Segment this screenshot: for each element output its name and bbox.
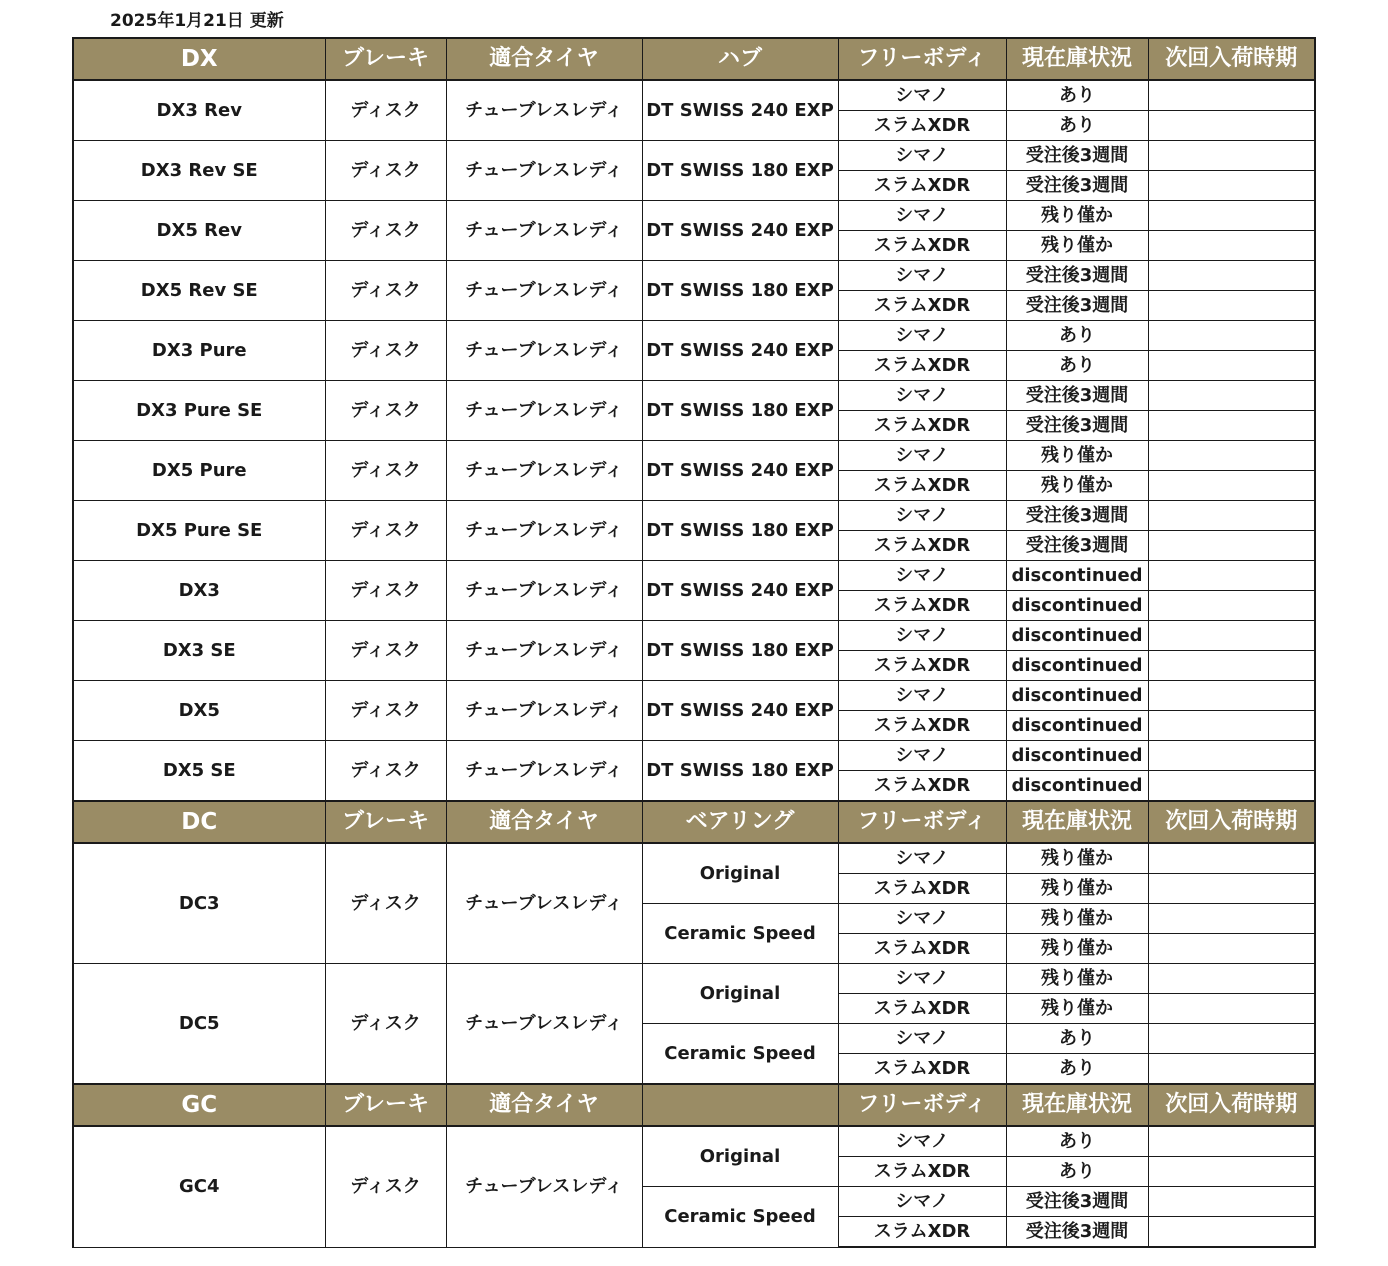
brake-type: ディスク: [325, 741, 446, 802]
next-arrival: [1148, 741, 1315, 771]
tire-type: チューブレスレディ: [446, 201, 642, 261]
brake-type: ディスク: [325, 561, 446, 621]
stock-status: 受注後3週間: [1006, 261, 1148, 291]
stock-status: あり: [1006, 111, 1148, 141]
freebody-type: スラムXDR: [838, 351, 1006, 381]
next-arrival: [1148, 1024, 1315, 1054]
freebody-type: シマノ: [838, 321, 1006, 351]
brake-type: ディスク: [325, 80, 446, 141]
table-row: [73, 201, 1315, 231]
freebody-type: スラムXDR: [838, 994, 1006, 1024]
bearing-header: ベアリング: [642, 801, 838, 843]
freebody-type: シマノ: [838, 201, 1006, 231]
hub-model: DT SWISS 180 EXP: [642, 141, 838, 201]
model-name: DC3: [73, 843, 325, 964]
series-name-header: DX: [73, 38, 325, 80]
freebody-type: シマノ: [838, 501, 1006, 531]
next-arrival: [1148, 621, 1315, 651]
tire-type: チューブレスレディ: [446, 321, 642, 381]
tire-header: 適合タイヤ: [446, 801, 642, 843]
next-arrival: [1148, 501, 1315, 531]
next-arrival: [1148, 411, 1315, 441]
wheel-stock-table: [72, 37, 1316, 1248]
freebody-header: フリーボディ: [838, 1084, 1006, 1126]
stock-header: 現在庫状況: [1006, 38, 1148, 80]
next-arrival: [1148, 351, 1315, 381]
stock-status: 受注後3週間: [1006, 501, 1148, 531]
brake-type: ディスク: [325, 141, 446, 201]
table-row: [73, 441, 1315, 471]
next-arrival: [1148, 771, 1315, 802]
freebody-type: スラムXDR: [838, 874, 1006, 904]
freebody-type: シマノ: [838, 80, 1006, 111]
next-arrival: [1148, 561, 1315, 591]
stock-status: 残り僅か: [1006, 843, 1148, 874]
stock-status: 受注後3週間: [1006, 171, 1148, 201]
bearing-type: Original: [642, 964, 838, 1024]
model-name: DX3 Rev: [73, 80, 325, 141]
freebody-type: スラムXDR: [838, 471, 1006, 501]
hub-model: DT SWISS 240 EXP: [642, 80, 838, 141]
next-arrival: [1148, 111, 1315, 141]
stock-status: discontinued: [1006, 711, 1148, 741]
table-row: [73, 1126, 1315, 1157]
freebody-type: スラムXDR: [838, 934, 1006, 964]
hub-model: DT SWISS 180 EXP: [642, 381, 838, 441]
model-name: DX3: [73, 561, 325, 621]
model-name: DX5 Pure SE: [73, 501, 325, 561]
hub-model: DT SWISS 240 EXP: [642, 201, 838, 261]
next-arrival: [1148, 171, 1315, 201]
stock-status: あり: [1006, 1126, 1148, 1157]
bearing-type: Original: [642, 843, 838, 904]
model-name: DX3 Pure: [73, 321, 325, 381]
hub-model: DT SWISS 180 EXP: [642, 741, 838, 802]
model-name: DX3 Pure SE: [73, 381, 325, 441]
freebody-header: フリーボディ: [838, 38, 1006, 80]
tire-type: チューブレスレディ: [446, 261, 642, 321]
stock-status: 残り僅か: [1006, 201, 1148, 231]
hub-model: DT SWISS 240 EXP: [642, 681, 838, 741]
series-name-header: DC: [73, 801, 325, 843]
freebody-type: シマノ: [838, 381, 1006, 411]
next-arrival: [1148, 874, 1315, 904]
freebody-type: スラムXDR: [838, 171, 1006, 201]
brake-type: ディスク: [325, 843, 446, 964]
next-arrival: [1148, 531, 1315, 561]
next-arrival: [1148, 1054, 1315, 1085]
tire-type: チューブレスレディ: [446, 964, 642, 1085]
stock-status: 残り僅か: [1006, 874, 1148, 904]
tire-type: チューブレスレディ: [446, 141, 642, 201]
next-arrival: [1148, 231, 1315, 261]
next-arrival: [1148, 681, 1315, 711]
stock-status: discontinued: [1006, 771, 1148, 802]
stock-status: あり: [1006, 1157, 1148, 1187]
freebody-type: スラムXDR: [838, 531, 1006, 561]
freebody-type: スラムXDR: [838, 771, 1006, 802]
hub-model: DT SWISS 180 EXP: [642, 501, 838, 561]
model-name: DX3 Rev SE: [73, 141, 325, 201]
freebody-type: シマノ: [838, 561, 1006, 591]
next-arrival: [1148, 1157, 1315, 1187]
stock-status: discontinued: [1006, 561, 1148, 591]
freebody-type: シマノ: [838, 621, 1006, 651]
next-arrival: [1148, 934, 1315, 964]
next-arrival: [1148, 994, 1315, 1024]
next-arrival: [1148, 321, 1315, 351]
table-row: [73, 261, 1315, 291]
stock-header: 現在庫状況: [1006, 801, 1148, 843]
hub-model: DT SWISS 180 EXP: [642, 261, 838, 321]
stock-status: 受注後3週間: [1006, 411, 1148, 441]
tire-type: チューブレスレディ: [446, 501, 642, 561]
stock-header: 現在庫状況: [1006, 1084, 1148, 1126]
tire-type: チューブレスレディ: [446, 621, 642, 681]
brake-type: ディスク: [325, 1126, 446, 1247]
freebody-type: シマノ: [838, 843, 1006, 874]
freebody-type: スラムXDR: [838, 711, 1006, 741]
hub-model: DT SWISS 180 EXP: [642, 621, 838, 681]
freebody-type: スラムXDR: [838, 411, 1006, 441]
model-name: DX5 Rev: [73, 201, 325, 261]
freebody-type: スラムXDR: [838, 231, 1006, 261]
bearing-type: Ceramic Speed: [642, 1187, 838, 1248]
stock-status: 受注後3週間: [1006, 381, 1148, 411]
model-name: DX3 SE: [73, 621, 325, 681]
stock-status: 残り僅か: [1006, 231, 1148, 261]
next-arrival: [1148, 471, 1315, 501]
hub-header: ハブ: [642, 38, 838, 80]
brake-type: ディスク: [325, 261, 446, 321]
stock-status: 受注後3週間: [1006, 141, 1148, 171]
table-row: [73, 321, 1315, 351]
freebody-type: スラムXDR: [838, 111, 1006, 141]
stock-status: 受注後3週間: [1006, 1217, 1148, 1248]
table-row: [73, 561, 1315, 591]
next-arrival: [1148, 381, 1315, 411]
next-arrival: [1148, 141, 1315, 171]
next-arrival: [1148, 711, 1315, 741]
hub-model: DT SWISS 240 EXP: [642, 561, 838, 621]
model-name: GC4: [73, 1126, 325, 1247]
next-arrival-header: 次回入荷時期: [1148, 1084, 1315, 1126]
brake-type: ディスク: [325, 321, 446, 381]
series-name-header: GC: [73, 1084, 325, 1126]
bearing-type: Ceramic Speed: [642, 1024, 838, 1085]
stock-status: 残り僅か: [1006, 964, 1148, 994]
table-row: [73, 80, 1315, 111]
tire-type: チューブレスレディ: [446, 441, 642, 501]
bearing-type: Ceramic Speed: [642, 904, 838, 964]
stock-status: 残り僅か: [1006, 934, 1148, 964]
stock-status: あり: [1006, 1024, 1148, 1054]
section-header-row: [73, 1084, 1315, 1126]
next-arrival-header: 次回入荷時期: [1148, 38, 1315, 80]
table-row: [73, 501, 1315, 531]
next-arrival: [1148, 651, 1315, 681]
table-row: [73, 681, 1315, 711]
brake-header: ブレーキ: [325, 38, 446, 80]
tire-type: チューブレスレディ: [446, 80, 642, 141]
tire-type: チューブレスレディ: [446, 741, 642, 802]
freebody-type: シマノ: [838, 1187, 1006, 1217]
table-row: [73, 621, 1315, 651]
stock-status: 受注後3週間: [1006, 531, 1148, 561]
tire-type: チューブレスレディ: [446, 1126, 642, 1247]
stock-status: 受注後3週間: [1006, 1187, 1148, 1217]
section-header-row: [73, 801, 1315, 843]
table-row: [73, 964, 1315, 994]
tire-header: 適合タイヤ: [446, 38, 642, 80]
brake-type: ディスク: [325, 621, 446, 681]
freebody-type: スラムXDR: [838, 291, 1006, 321]
stock-status: discontinued: [1006, 621, 1148, 651]
stock-status: 残り僅か: [1006, 471, 1148, 501]
freebody-type: シマノ: [838, 261, 1006, 291]
tire-type: チューブレスレディ: [446, 561, 642, 621]
table-row: [73, 141, 1315, 171]
next-arrival: [1148, 1187, 1315, 1217]
update-date: 2025年1月21日 更新: [110, 11, 284, 31]
tire-type: チューブレスレディ: [446, 843, 642, 964]
next-arrival: [1148, 591, 1315, 621]
bearing-header: [642, 1084, 838, 1126]
freebody-type: シマノ: [838, 141, 1006, 171]
freebody-header: フリーボディ: [838, 801, 1006, 843]
stock-status: あり: [1006, 351, 1148, 381]
freebody-type: スラムXDR: [838, 1054, 1006, 1085]
brake-type: ディスク: [325, 441, 446, 501]
stock-status: discontinued: [1006, 681, 1148, 711]
stock-status: あり: [1006, 80, 1148, 111]
stock-status: あり: [1006, 1054, 1148, 1085]
stock-status: あり: [1006, 321, 1148, 351]
next-arrival: [1148, 1126, 1315, 1157]
section-header-row: [73, 38, 1315, 80]
table-row: [73, 381, 1315, 411]
brake-type: ディスク: [325, 501, 446, 561]
brake-header: ブレーキ: [325, 801, 446, 843]
freebody-type: シマノ: [838, 1126, 1006, 1157]
stock-status: 残り僅か: [1006, 441, 1148, 471]
hub-model: DT SWISS 240 EXP: [642, 441, 838, 501]
next-arrival: [1148, 261, 1315, 291]
stock-status: discontinued: [1006, 741, 1148, 771]
stock-status: 受注後3週間: [1006, 291, 1148, 321]
stock-status: discontinued: [1006, 651, 1148, 681]
tire-type: チューブレスレディ: [446, 381, 642, 441]
table-row: [73, 741, 1315, 771]
brake-type: ディスク: [325, 201, 446, 261]
next-arrival: [1148, 441, 1315, 471]
tire-type: チューブレスレディ: [446, 681, 642, 741]
freebody-type: シマノ: [838, 904, 1006, 934]
brake-header: ブレーキ: [325, 1084, 446, 1126]
next-arrival: [1148, 843, 1315, 874]
freebody-type: シマノ: [838, 741, 1006, 771]
bearing-type: Original: [642, 1126, 838, 1187]
model-name: DX5 Rev SE: [73, 261, 325, 321]
model-name: DC5: [73, 964, 325, 1085]
model-name: DX5 Pure: [73, 441, 325, 501]
stock-status: 残り僅か: [1006, 904, 1148, 934]
freebody-type: シマノ: [838, 1024, 1006, 1054]
tire-header: 適合タイヤ: [446, 1084, 642, 1126]
table-row: [73, 843, 1315, 874]
next-arrival-header: 次回入荷時期: [1148, 801, 1315, 843]
model-name: DX5: [73, 681, 325, 741]
next-arrival: [1148, 291, 1315, 321]
hub-model: DT SWISS 240 EXP: [642, 321, 838, 381]
model-name: DX5 SE: [73, 741, 325, 802]
brake-type: ディスク: [325, 964, 446, 1085]
freebody-type: スラムXDR: [838, 651, 1006, 681]
freebody-type: シマノ: [838, 964, 1006, 994]
freebody-type: スラムXDR: [838, 591, 1006, 621]
next-arrival: [1148, 1217, 1315, 1248]
stock-status: 残り僅か: [1006, 994, 1148, 1024]
next-arrival: [1148, 964, 1315, 994]
brake-type: ディスク: [325, 381, 446, 441]
freebody-type: スラムXDR: [838, 1217, 1006, 1248]
freebody-type: シマノ: [838, 681, 1006, 711]
brake-type: ディスク: [325, 681, 446, 741]
next-arrival: [1148, 904, 1315, 934]
next-arrival: [1148, 80, 1315, 111]
next-arrival: [1148, 201, 1315, 231]
freebody-type: スラムXDR: [838, 1157, 1006, 1187]
freebody-type: シマノ: [838, 441, 1006, 471]
stock-status: discontinued: [1006, 591, 1148, 621]
